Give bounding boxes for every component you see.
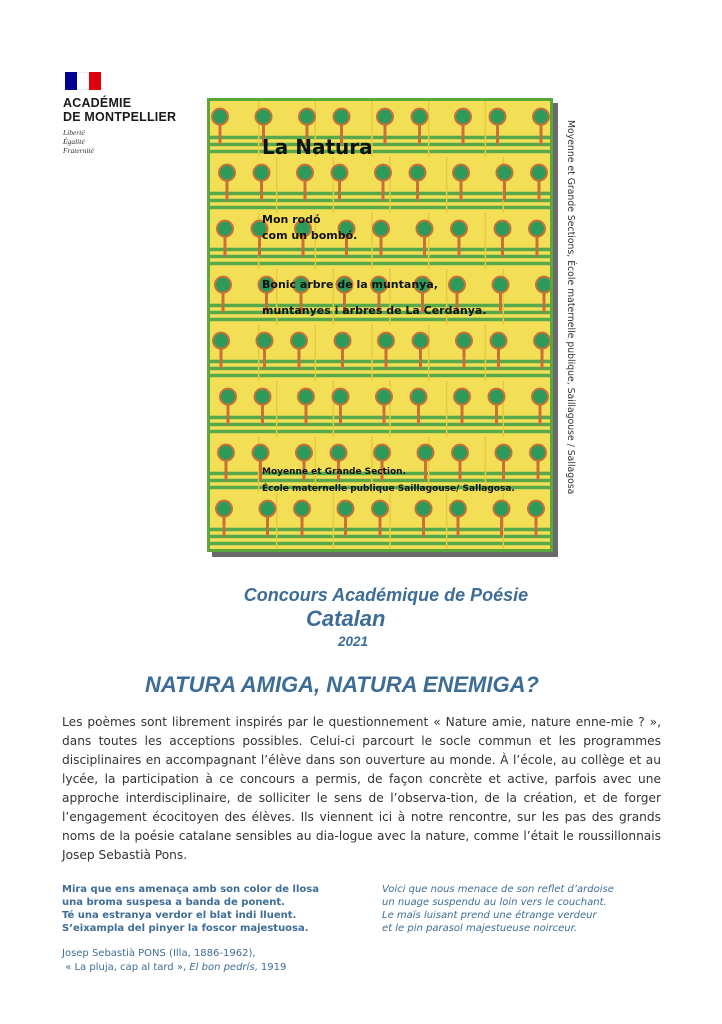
concours-language: Catalan	[306, 606, 386, 631]
tree-crown	[338, 501, 354, 517]
poem-french-line: Le maïs luisant prend une étrange verdeur	[382, 910, 597, 921]
motto-fraternite: Fraternité	[63, 146, 94, 155]
republic-motto	[63, 128, 176, 155]
tree-crown	[335, 333, 351, 349]
poem-catalan	[62, 883, 319, 935]
poem-french-line: Voici que nous menace de son reflet d’ardoise	[382, 884, 614, 895]
tree-crown	[416, 501, 432, 517]
tree-crown	[495, 221, 511, 237]
tree-crown	[374, 445, 390, 461]
tree-crown	[453, 165, 469, 181]
grass-stripe	[210, 542, 550, 546]
tree-crown	[257, 333, 273, 349]
tree-crown	[213, 333, 229, 349]
poster-verse-1: Mon rodó	[262, 213, 321, 226]
tree-crown	[413, 333, 429, 349]
poem-french-line: un nuage suspendu au loin vers le couchant.	[382, 897, 607, 908]
tree-crown	[497, 165, 513, 181]
side-caption-text: Moyenne et Grande Sections, École maternelle publique, Saillagouse / Sallagosa	[565, 120, 576, 495]
tree-crown	[376, 389, 392, 405]
poem-french	[382, 883, 614, 935]
academie-logo	[63, 72, 176, 155]
tree-crown	[296, 445, 312, 461]
motto-liberte: Liberté	[63, 128, 85, 137]
tree-crown	[373, 221, 389, 237]
tree-crown	[372, 501, 388, 517]
tree-crown	[454, 389, 470, 405]
poster-verse-3: Bonic arbre de la muntanya,	[262, 278, 438, 291]
tree-crown	[418, 445, 434, 461]
tree-crown	[333, 389, 349, 405]
tree-crown	[412, 109, 428, 125]
tree-crown	[494, 501, 510, 517]
poem-catalan-line: una broma suspesa a banda de ponent.	[62, 897, 285, 908]
tree-crown	[496, 445, 512, 461]
tree-crown	[378, 333, 394, 349]
tree-crown	[297, 165, 313, 181]
tree-crown	[531, 165, 547, 181]
tree-crown	[452, 445, 468, 461]
tree-crown	[298, 389, 314, 405]
poster-title: La Natura	[262, 135, 373, 159]
poem-catalan-line: Mira que ens amenaça amb son color de llosa	[62, 884, 319, 895]
tree-crown	[331, 445, 347, 461]
grass-stripe	[210, 150, 550, 154]
tree-crown	[528, 501, 544, 517]
tree-crown	[218, 445, 234, 461]
tree-crown	[219, 165, 235, 181]
intro-paragraph: Les poèmes sont librement inspirés par le questionnement « Nature amie, nature enne-mie ? », dans toutes les acceptions possibles. Celui-ci parcourt le socle commun et les programmes disciplinaires en accompagnant l’élève dans son ouverture au monde. À l’école, au collège et au lycée, la participation à ce concours a permis, de façon concrète et active, parfois avec une approche interdisciplinaire, de solliciter le sens de l’observa-tion, de la création, et de forger l’engagement écocitoyen des élèves. Ils viennent ici à notre rencontre, sur les pas des grands noms de la poésie catalane sensibles au dia-logue avec la nature, comme l’était le roussillonnais Josep Sebastià Pons.	[62, 715, 661, 862]
tree-crown	[220, 389, 236, 405]
grass-stripe	[210, 430, 550, 434]
concours-year: 2021	[338, 634, 369, 649]
poster-school-2: École maternelle publique Saillagouse/ Sallagosa.	[262, 484, 515, 494]
tree-crown	[375, 165, 391, 181]
french-flag-icon	[65, 72, 101, 90]
tree-crown	[217, 221, 233, 237]
poem-french-line: et le pin parasol majestueuse noirceur.	[382, 923, 578, 934]
citation-book: El bon pedrís	[189, 962, 255, 973]
tree-crown	[215, 277, 231, 293]
poster-verse-2: com un bombó.	[262, 229, 358, 242]
poem-catalan-line: Té una estranya verdor el blat indi lluent.	[62, 910, 297, 921]
tree-crown	[417, 221, 433, 237]
tree-crown	[334, 109, 350, 125]
tree-crown	[294, 501, 310, 517]
concours-title: Concours Académique de Poésie	[243, 585, 529, 605]
tree-crown	[534, 333, 550, 349]
grass-stripe	[210, 262, 550, 266]
tree-crown	[254, 165, 270, 181]
poster-verse-4: muntanyes i arbres de La Cerdanya.	[262, 304, 487, 317]
citation-year: , 1919	[254, 962, 287, 973]
children-tree-painting	[210, 101, 550, 549]
tree-crown	[449, 277, 465, 293]
citation-work	[62, 961, 286, 975]
tree-crown	[410, 165, 426, 181]
poem-citation	[62, 947, 286, 975]
tree-crown	[256, 109, 272, 125]
citation-work-title: « La pluja, cap al tard »,	[65, 962, 190, 973]
poster-side-caption	[564, 120, 578, 560]
tree-crown	[532, 389, 548, 405]
tree-crown	[530, 445, 546, 461]
tree-crown	[490, 109, 506, 125]
tree-crown	[332, 165, 348, 181]
logo-line-2: DE MONTPELLIER	[63, 110, 177, 124]
tree-crown	[533, 109, 549, 125]
tree-crown	[216, 501, 232, 517]
theme-headline: NATURA AMIGA, NATURA ENEMIGA?	[145, 672, 539, 697]
tree-crown	[255, 389, 271, 405]
tree-crown	[291, 333, 307, 349]
tree-crown	[493, 277, 509, 293]
logo-academie-name	[63, 96, 176, 124]
tree-crown	[260, 501, 276, 517]
tree-crown	[489, 389, 505, 405]
grass-stripe	[210, 206, 550, 210]
tree-crown	[529, 221, 545, 237]
tree-crown	[450, 501, 466, 517]
tree-crown	[377, 109, 393, 125]
grass-stripe	[210, 374, 550, 378]
poster-school-1: Moyenne et Grande Section.	[262, 467, 407, 477]
logo-line-1: ACADÉMIE	[63, 96, 132, 110]
tree-crown	[491, 333, 507, 349]
tree-crown	[212, 109, 228, 125]
tree-crown	[455, 109, 471, 125]
poem-catalan-line: S’eixampla del pinyer la foscor majestuosa.	[62, 923, 309, 934]
tree-crown	[253, 445, 269, 461]
motto-egalite: Égalité	[63, 137, 85, 146]
tree-crown	[536, 277, 550, 293]
tree-crown	[451, 221, 467, 237]
poster-artwork	[207, 98, 553, 552]
grass-stripe	[210, 318, 550, 322]
tree-crown	[456, 333, 472, 349]
tree-crown	[411, 389, 427, 405]
tree-crown	[299, 109, 315, 125]
citation-author: Josep Sebastià PONS (Illa, 1886-1962),	[62, 948, 256, 959]
